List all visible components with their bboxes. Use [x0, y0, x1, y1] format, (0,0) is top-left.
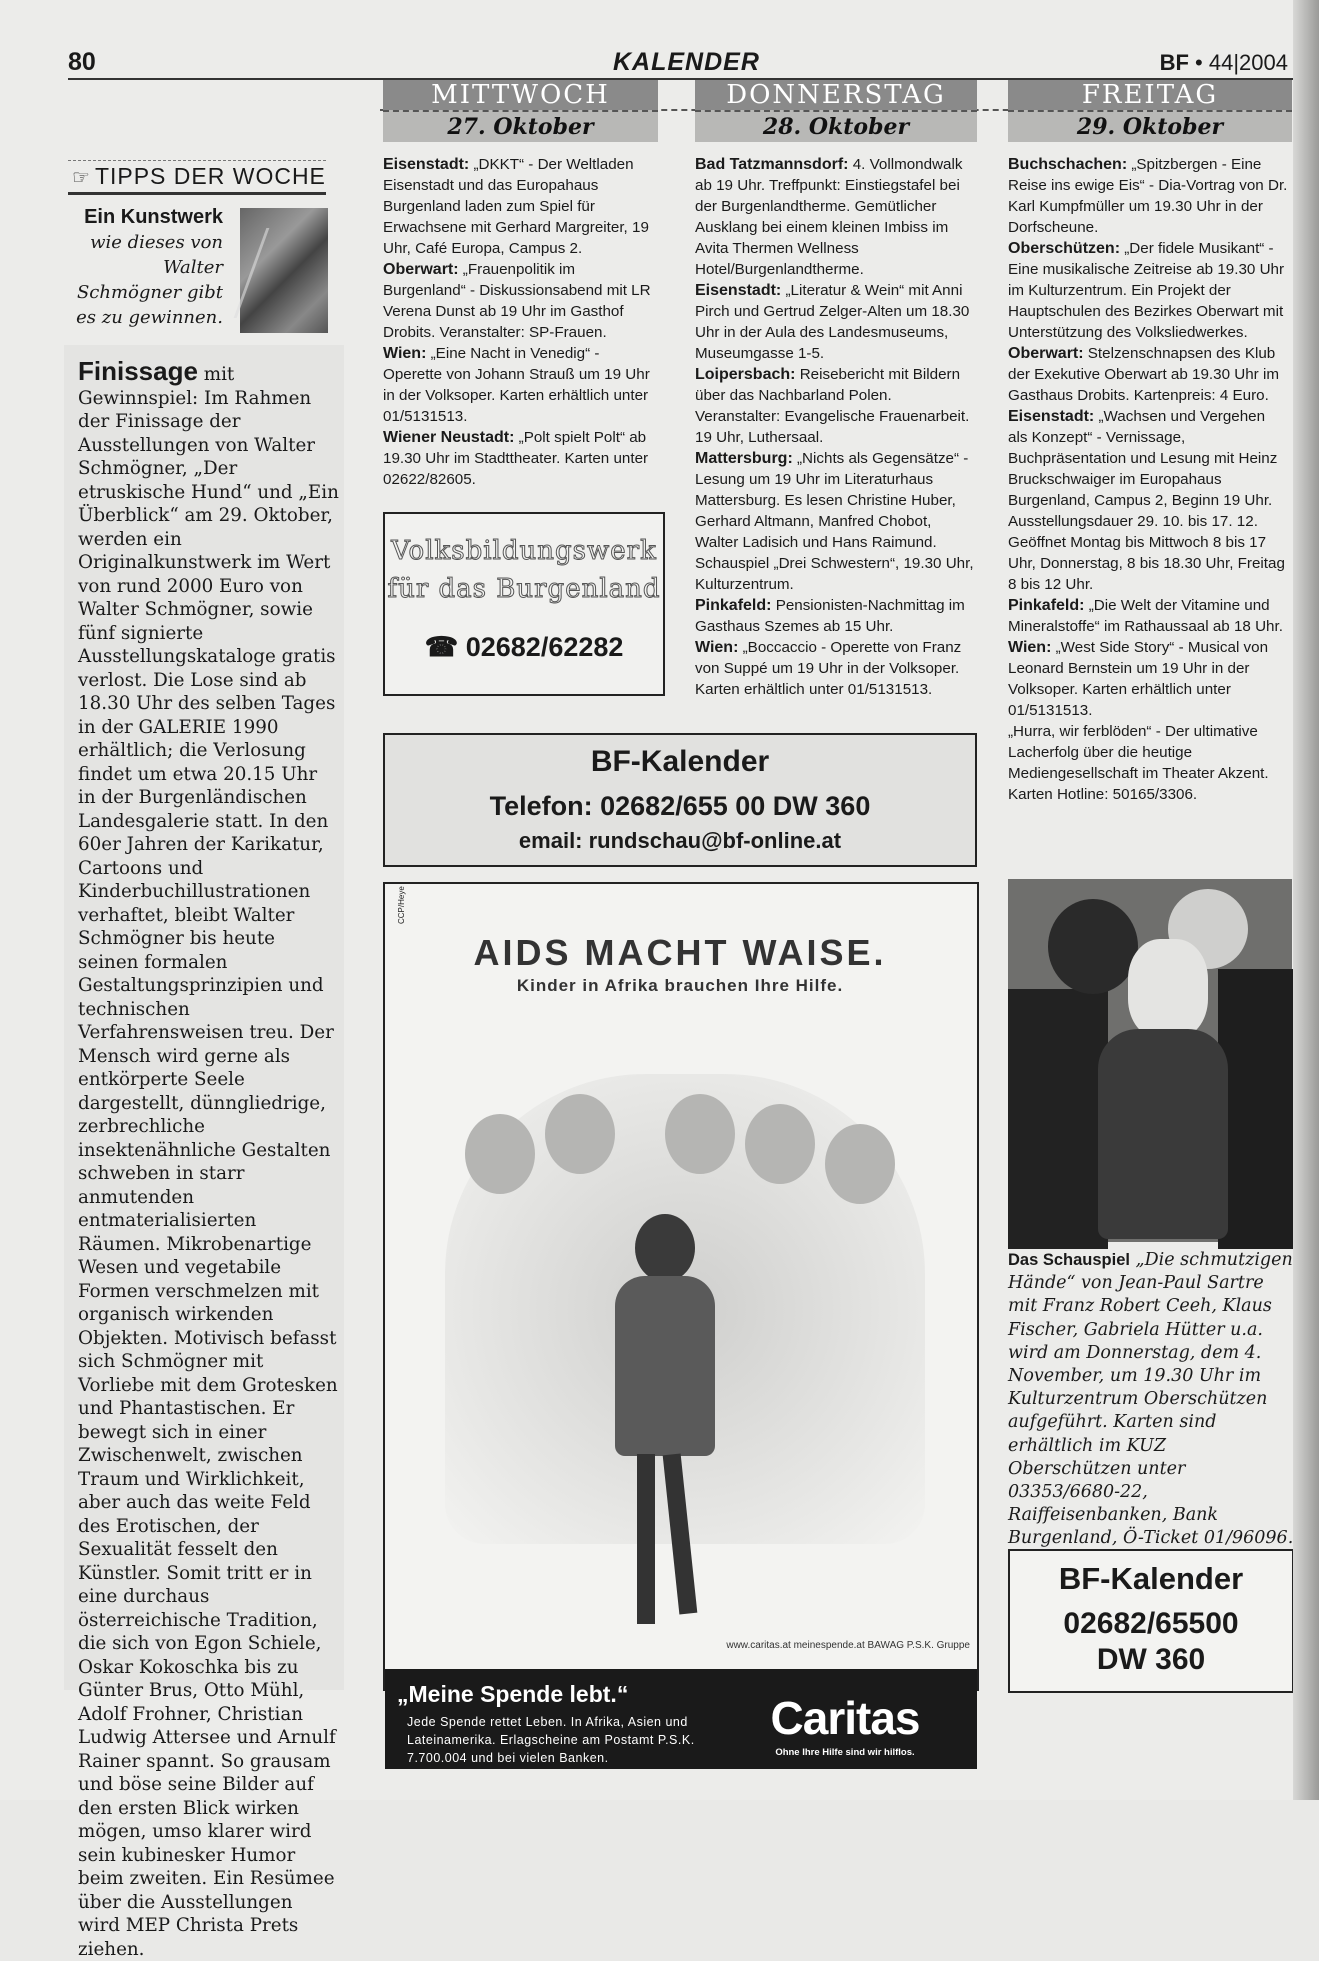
caritas-slogan: Ohne Ihre Hilfe sind wir hilflos.: [775, 1747, 915, 1758]
event-place: Oberwart:: [383, 261, 459, 278]
actor-figure: [1008, 989, 1108, 1249]
day-header-wednesday: [383, 80, 658, 142]
volksbildungswerk-ad: [383, 512, 665, 696]
day-date: 28. Oktober: [695, 110, 977, 142]
event-text: „Frauenpolitik im Burgenland“ - Diskussionsabend mit LR Verena Dunst ab 19 Uhr im Gasthof Drobits. Veranstalter: SP-Frauen.: [383, 261, 651, 341]
event-text: Reisebericht mit Bildern über das Nachbarland Polen. Veranstalter: Evangelische Frauenarbeit. 19 Uhr, Luthersaal.: [695, 366, 970, 446]
event-text: „Die Welt der Vitamine und Mineralstoffe“ im Rathaussaal ab 18 Uhr.: [1008, 597, 1283, 635]
events-thursday: [695, 154, 977, 700]
event-text: „Spitzbergen - Eine Reise ins ewige Eis“ - Dia-Vortrag von Dr. Karl Kumpfmüller um 19.30 Uhr in der Dorfscheune.: [1008, 156, 1288, 236]
event-text: „Literatur & Wein“ mit Anni Pirch und Gertrud Zelger-Alten um 18.30 Uhr in der Aula des Landesmuseums, Museumgasse 1-5.: [695, 282, 970, 362]
bf-kalender-title: BF-Kalender: [590, 745, 770, 778]
caption-text: „Die schmutzigen Hände“ von Jean-Paul Sartre mit Franz Robert Ceeh, Klaus Fischer, Gabriela Hütter u.a. wird am Donnerstag, dem 4. November, um 19.30 Uhr im Kulturzentrum Oberschützen aufgeführt. Karten sind erhältlich im KUZ Oberschützen unter 03353/6680-22, Raiffeisenbanken, Bank Burgenland, Ö-Ticket 01/96096.: [1008, 1250, 1294, 1549]
event-text: 4. Vollmondwalk ab 19 Uhr. Treffpunkt: Einstiegstafel bei der Burgenlandtherme. Gemütlicher Ausklang bei einem kleinen Imbiss im Avita Thermen Wellness Hotel/Burgenlandtherme.: [695, 156, 963, 278]
day-date: 27. Oktober: [383, 110, 658, 142]
bf-kalender-dw: DW 360: [1096, 1643, 1206, 1676]
pointing-hand-icon: ☞: [72, 167, 91, 189]
vbw-phone-number: 02682/62282: [465, 632, 624, 662]
tipps-heading: [72, 163, 326, 190]
vbw-phone: [385, 632, 663, 663]
day-name: DONNERSTAG: [695, 80, 977, 110]
event-place: Eisenstadt:: [695, 282, 782, 299]
section-title: KALENDER: [613, 48, 760, 76]
event-place: Pinkafeld:: [695, 597, 772, 614]
ad-headline: AIDS MACHT WAISE.: [473, 932, 887, 973]
event-item: [695, 448, 977, 595]
tipps-top-rule: [68, 160, 326, 161]
finissage-text: mit Gewinnspiel: Im Rahmen der Finissage der Ausstellungen von Walter Schmögner, „Der etruskische Hund“ und „Ein Überblick“ am 29. Oktober, werden ein Originalkunstwerk im Wert von rund 2000 Euro von Walter Schmögner, sowie fünf signierte Ausstellungskataloge gratis verlost. Die Lose sind ab 18.30 Uhr des selben Tages in der GALERIE 1990 erhältlich; die Verlosung findet um etwa 20.15 Uhr in der Burgenländischen Landesgalerie statt. In den 60er Jahren der Karikatur, Cartoons und Kinderbuchillustrationen verhaftet, bleibt Walter Schmögner bis heute seinen formalen Gestaltungsprinzipien und technischen Verfahrensweisen treu. Der Mensch wird gerne als entkörperte Seele dargestellt, dünngliedrige, zerbrechliche insektenähnliche Gestalten schweben in starr anmutenden entmaterialisierten Räumen. Mikrobenartige Wesen und vegetabile Formen verschmelzen mit organisch wirkenden Objekten. Motivisch befasst sich Schmögner mit Vorliebe mit dem Grotesken und Phantastischen. Er bewegt sich in einer Zwischenwelt, zwischen Traum und Wirklichkeit, aber auch das weite Feld des Erotischen, der Sexualität fesselt den Künstler. Somit tritt er in eine durchaus österreichische Tradition, die sich von Egon Schiele, Oskar Kokoschka bis zu Günter Brus, Otto Mühl, Adolf Frohner, Christian Ludwig Attersee und Arnulf Rainer spannt. So grausam und böse seine Bilder auf den ersten Blick wirken mögen, umso klarer wird sein kubinesker Humor beim zweiten. Ein Resümee über die Ausstellungen wird MEP Christa Prets ziehen.: [78, 364, 339, 1960]
bf-kalender-email: email: rundschau@bf-online.at: [518, 828, 842, 853]
event-item: [695, 364, 977, 448]
event-place: Eisenstadt:: [1008, 408, 1095, 425]
event-place: Wien:: [383, 345, 427, 362]
theater-caption: [1008, 1249, 1294, 1551]
event-text: „Wachsen und Vergehen als Konzept“ - Vernissage, Buchpräsentation und Lesung mit Heinz Bruckschwaiger im Europahaus Burgenland, Campus 2, Beginn 19 Uhr. Ausstellungsdauer 29. 10. bis 17. 12. Geöffnet Montag bis Mittwoch 8 bis 17 Uhr, Donnerstag, 8 bis 18.30 Uhr, Freitag 8 bis 12 Uhr.: [1008, 408, 1285, 593]
finissage-lead: Finissage: [78, 356, 198, 386]
event-place: Buchschachen:: [1008, 156, 1128, 173]
ad-subline: Kinder in Afrika brauchen Ihre Hilfe.: [516, 976, 844, 995]
adult-figure: [465, 1114, 535, 1194]
caritas-aids-ad: [383, 882, 979, 1765]
children-photo: [425, 1034, 945, 1654]
vbw-line1: Volksbildungswerk: [391, 536, 657, 566]
event-item: [1008, 595, 1288, 637]
event-item: [383, 427, 658, 490]
actress-dress: [1098, 1029, 1228, 1239]
adult-figure: [545, 1094, 615, 1174]
event-item: [1008, 406, 1288, 595]
ad-footer-bar: [385, 1669, 977, 1769]
day-header-friday: [1008, 80, 1292, 142]
finissage-article: [78, 356, 340, 1961]
event-place: Mattersburg:: [695, 450, 793, 467]
adult-figure: [665, 1094, 735, 1174]
adult-figure: [825, 1124, 895, 1204]
adult-figure: [745, 1104, 815, 1184]
event-item: [1008, 343, 1288, 406]
page-number: 80: [68, 48, 96, 76]
bf-kalender-contact-box: [383, 733, 977, 867]
event-text: Pensionisten-Nachmittag im Gasthaus Szemes ab 15 Uhr.: [695, 597, 965, 635]
event-place: Wien:: [1008, 639, 1052, 656]
event-text: „DKKT“ - Der Weltladen Eisenstadt und das Europahaus Burgenland laden zum Spiel für Erwachsene mit Gerhard Margreiter, 19 Uhr, Café Europa, Campus 2.: [383, 156, 649, 257]
page-header: [68, 48, 1288, 78]
ad-quote: „Meine Spende lebt.“: [397, 1681, 629, 1707]
caritas-logo: Caritas: [770, 1692, 920, 1744]
actress-head: [1128, 939, 1208, 1039]
publication-name: BF: [1159, 50, 1189, 75]
bf-kalender-box-small: [1008, 1549, 1294, 1693]
teaser-bold: Ein Kunstwerk: [84, 206, 223, 228]
ad-web-line: www.caritas.at meinespende.at BAWAG P.S.K. Gruppe: [726, 1640, 970, 1651]
artwork-image: [240, 208, 328, 333]
event-item: [695, 280, 977, 364]
event-text: „Der fidele Musikant“ - Eine musikalische Zeitreise ab 19.30 Uhr im Kulturzentrum. Ein Projekt der Hauptschulen des Bezirkes Oberwart mit Unterstützung des Volksliedwerkes.: [1008, 240, 1285, 341]
tipps-heading-text: TIPPS DER WOCHE: [94, 163, 326, 189]
child-figure: [605, 1214, 725, 1644]
event-item: [383, 154, 658, 259]
event-text: Stelzenschnapsen des Klub der Exekutive Oberwart ab 19.30 Uhr im Gasthaus Drobits. Kartenpreis: 4 Euro.: [1008, 345, 1279, 404]
tipps-bottom-rule: [68, 192, 326, 195]
page-fold-shadow: [1293, 0, 1319, 1800]
event-place: Pinkafeld:: [1008, 597, 1085, 614]
event-item: [1008, 238, 1288, 343]
child-leg: [637, 1454, 655, 1624]
vbw-line2: für das Burgenland: [387, 574, 661, 604]
bf-kalender-phone: Telefon: 02682/655 00 DW 360: [489, 791, 871, 821]
event-place: Bad Tatzmannsdorf:: [695, 156, 849, 173]
event-text: „Hurra, wir ferblöden“ - Der ultimative Lacherfolg über die heutige Mediengesellschaft im Theater Akzent. Karten Hotline: 50165/3306.: [1008, 723, 1269, 803]
day-name: FREITAG: [1008, 80, 1292, 110]
bf-kalender-title: BF-Kalender: [1058, 1561, 1244, 1596]
teaser-text: wie dieses von Walter Schmögner gibt es zu gewinnen.: [76, 232, 223, 328]
child-head: [635, 1214, 695, 1282]
event-item: [1008, 154, 1288, 238]
event-item: [695, 637, 977, 700]
caption-bold: Das Schauspiel: [1008, 1251, 1130, 1269]
event-text: „Eine Nacht in Venedig“ - Operette von Johann Strauß um 19 Uhr in der Volksoper. Karten erhältlich unter 01/5131513.: [383, 345, 650, 425]
ad-credit: CCP/Heye: [397, 886, 406, 924]
event-text: „Boccaccio - Operette von Franz von Suppé um 19 Uhr in der Volksoper. Karten erhältlich unter 01/5131513.: [695, 639, 962, 698]
event-text: „West Side Story“ - Musical von Leonard Bernstein um 19 Uhr in der Volksoper. Karten erhältlich unter 01/5131513.: [1008, 639, 1269, 719]
ad-body: Jede Spende rettet Leben. In Afrika, Asien und Lateinamerika. Erlagscheine am Postamt P.S.K. 7.700.004 und bei vielen Banken.: [407, 1715, 695, 1765]
child-body: [615, 1276, 715, 1456]
issue-number: • 44|2004: [1195, 50, 1288, 75]
event-place: Eisenstadt:: [383, 156, 470, 173]
event-place: Loipersbach:: [695, 366, 796, 383]
event-item: [383, 259, 658, 343]
event-item: [695, 154, 977, 280]
event-item: [695, 595, 977, 637]
event-place: Wien:: [695, 639, 739, 656]
child-leg: [663, 1453, 698, 1614]
bf-kalender-phone: 02682/65500: [1063, 1607, 1239, 1640]
event-item: [1008, 721, 1288, 805]
theater-photo: [1008, 879, 1292, 1242]
event-place: Oberwart:: [1008, 345, 1084, 362]
actor-figure: [1218, 969, 1298, 1249]
day-header-thursday: [695, 80, 977, 142]
event-place: Oberschützen:: [1008, 240, 1121, 257]
event-text: „Nichts als Gegensätze“ - Lesung um 19 Uhr im Literaturhaus Mattersburg. Es lesen Christine Huber, Gerhard Altmann, Manfred Chobot, Walter Ladisich und Hans Raimund. Schauspiel „Drei Schwestern“, 19.30 Uhr, Kulturzentrum.: [695, 450, 974, 593]
event-item: [1008, 637, 1288, 721]
tipps-teaser: [68, 205, 223, 330]
events-friday: [1008, 154, 1288, 805]
event-item: [383, 343, 658, 427]
day-date: 29. Oktober: [1008, 110, 1292, 142]
day-name: MITTWOCH: [383, 80, 658, 110]
phone-icon: ☎: [424, 632, 459, 662]
event-text: „Polt spielt Polt“ ab 19.30 Uhr im Stadttheater. Karten unter 02622/82605.: [383, 429, 649, 488]
actor-head: [1048, 899, 1138, 994]
issue-info: [1160, 50, 1288, 76]
event-place: Wiener Neustadt:: [383, 429, 515, 446]
events-wednesday: [383, 154, 658, 490]
